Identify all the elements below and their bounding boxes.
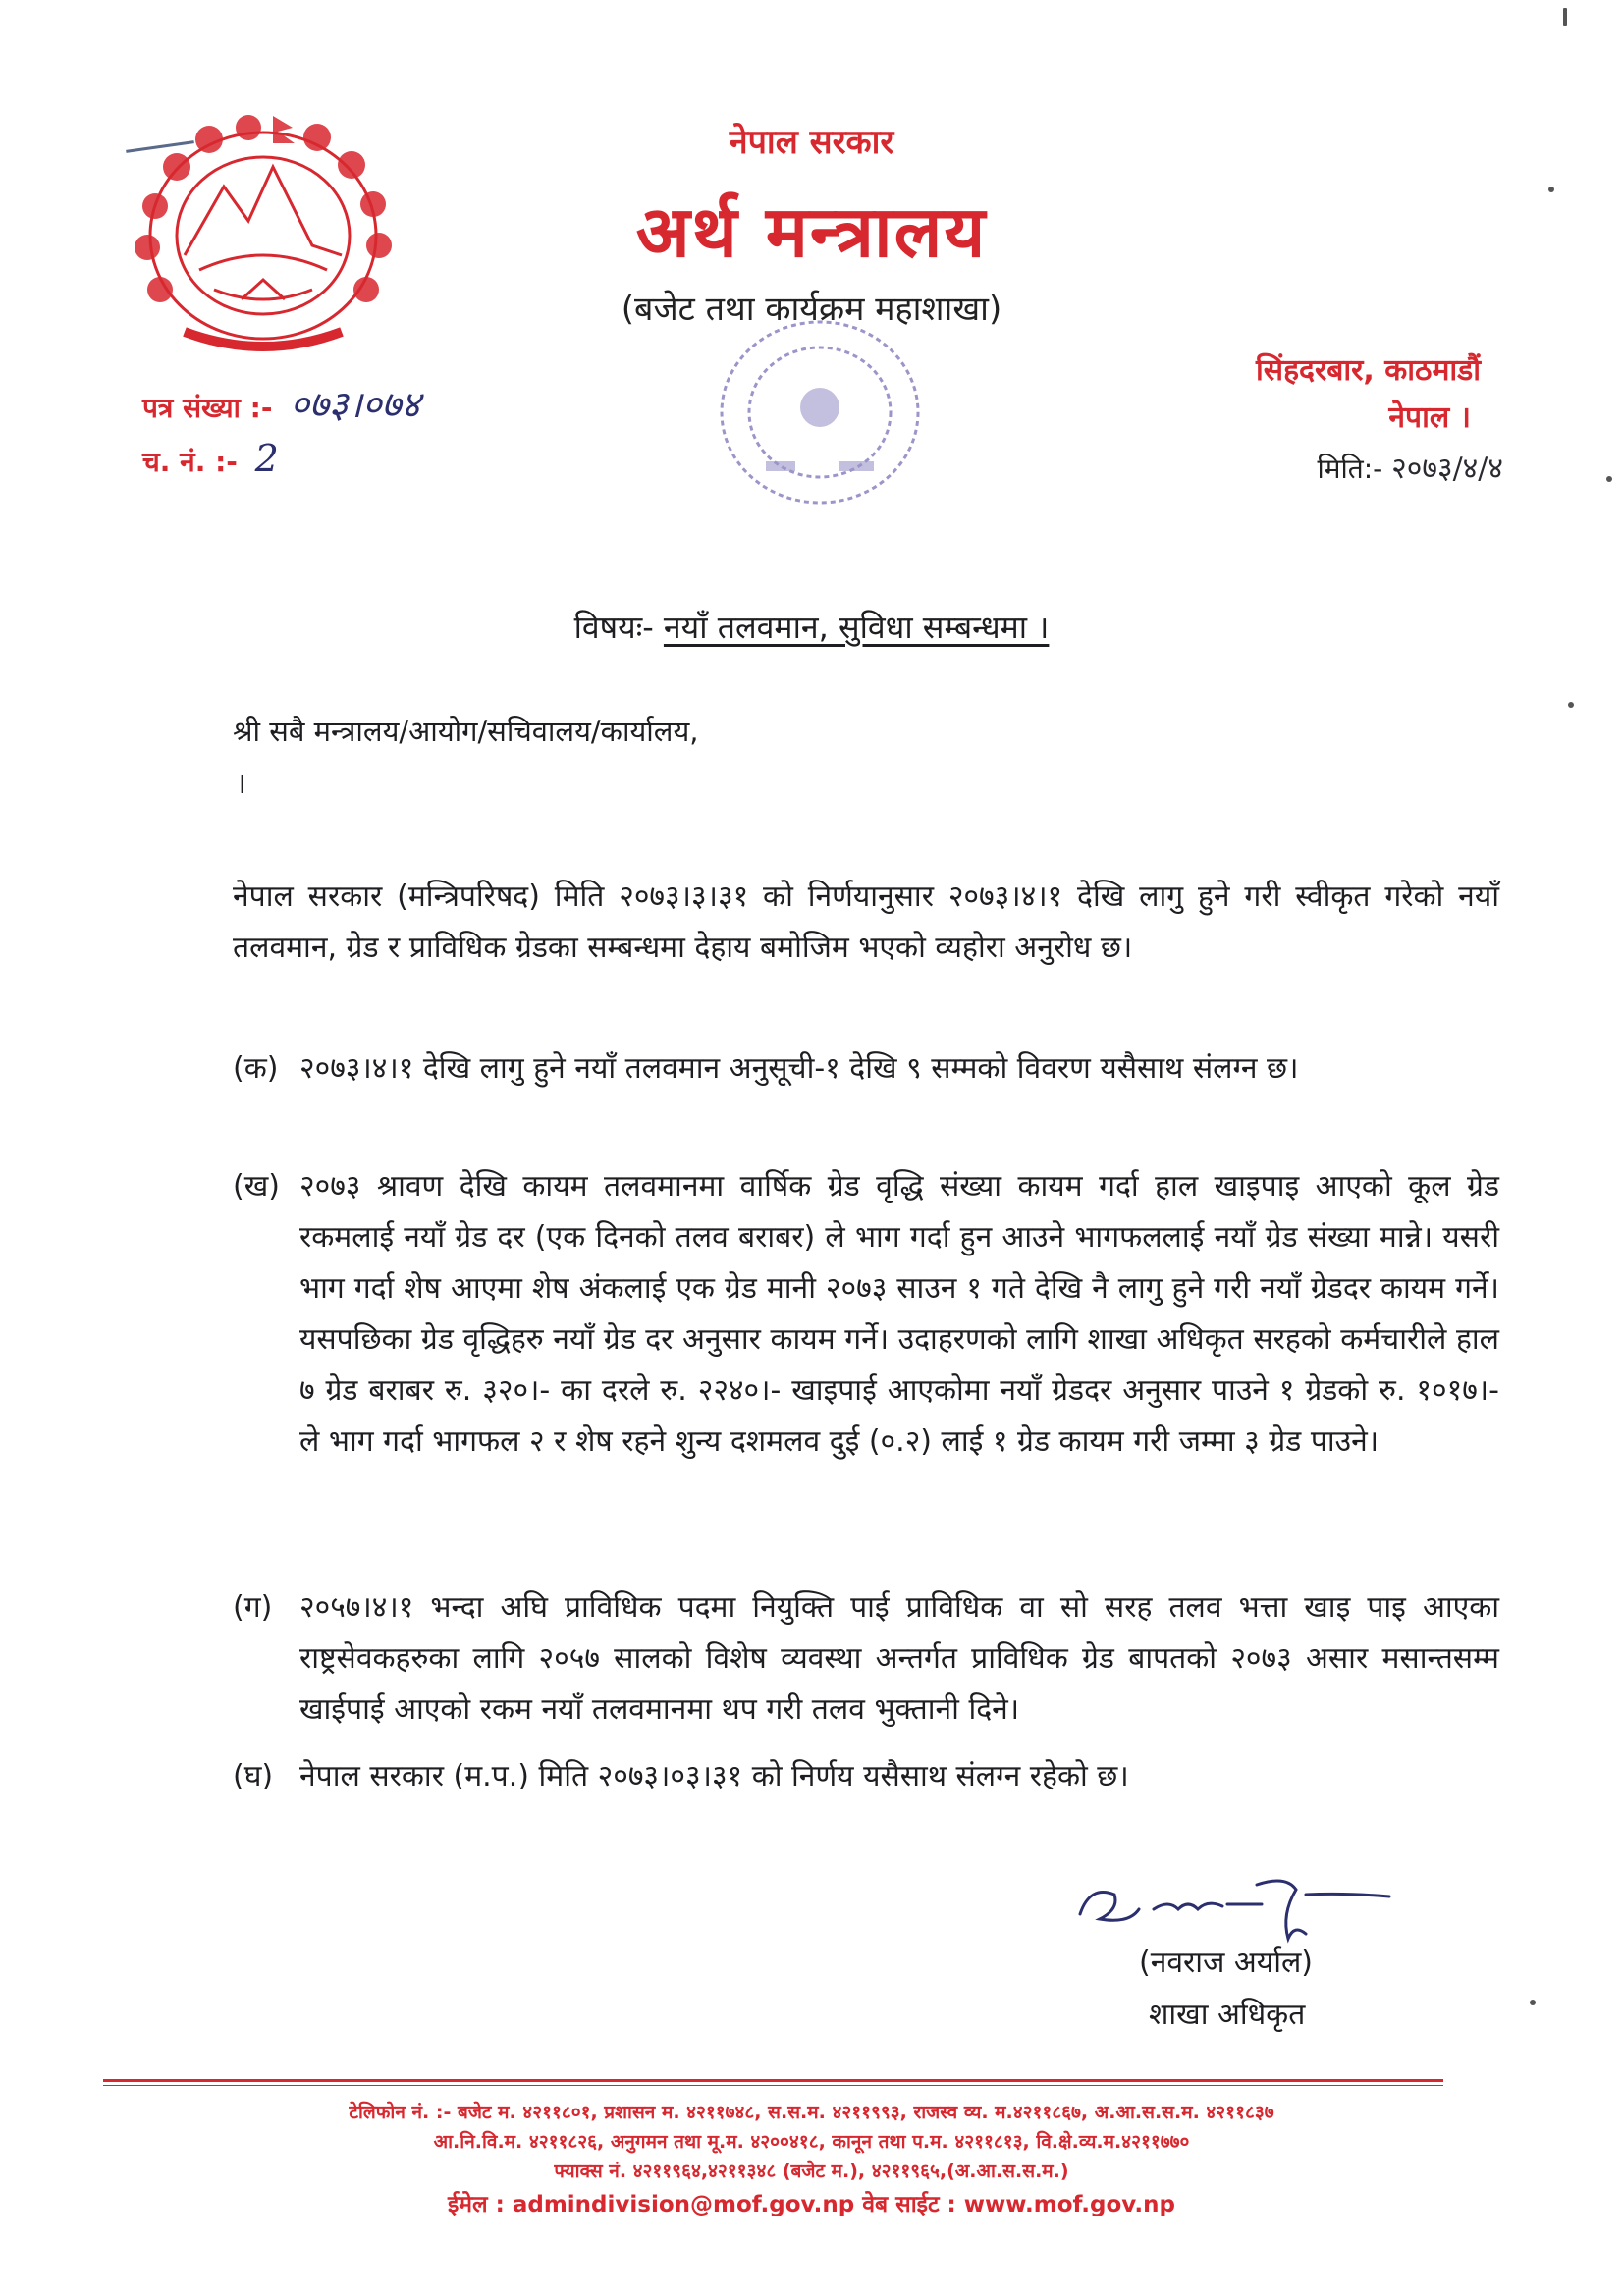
division-title: (बजेट तथा कार्यक्रम महाशाखा)	[621, 290, 1002, 329]
scan-speck	[1563, 8, 1567, 26]
scan-speck	[1606, 476, 1612, 482]
dispatch-number-value: 2	[254, 437, 279, 480]
address-line-2: नेपाल ।	[1388, 400, 1471, 435]
address-line-1: सिंहदरबार, काठमाडौं	[1256, 353, 1481, 388]
list-item-gha	[233, 1751, 1499, 1802]
letter-number-value: ०७३।०७४	[290, 383, 421, 426]
list-marker: (घ)	[233, 1759, 274, 1793]
list-item-ka	[233, 1043, 1499, 1095]
footer-fax-line: फ्याक्स नं. ४२११९६४,४२११३४८ (बजेट म.), ४२११९६५,(अ.आ.स.स.म.)	[554, 2161, 1069, 2182]
list-item-kha	[233, 1161, 1499, 1468]
footer-contact-line: ईमेल : admindivision@mof.gov.np वेब साईट : www.mof.gov.np	[447, 2192, 1175, 2217]
signatory-title: शाखा अधिकृत	[1149, 1998, 1306, 2032]
footer-phone-line-2: आ.नि.वि.म. ४२११८२६, अनुगमन तथा मू.म. ४२००४१८, कानून तथा प.म. ४२११८१३, वि.क्षे.व्य.म.४२११७७०	[433, 2131, 1190, 2153]
subject-text: नयाँ तलवमान, सुविधा सम्बन्धमा ।	[663, 609, 1050, 646]
list-marker: (ख)	[233, 1169, 280, 1203]
intro-paragraph: नेपाल सरकार (मन्त्रिपरिषद) मिति २०७३।३।३१ को निर्णयानुसार २०७३।४।१ देखि लागु हुने गरी स्वीकृत गरेको नयाँ तलवमान, ग्रेड र प्राविधिक ग्रेडका सम्बन्धमा देहाय बमोजिम भएको व्यहोरा अनुरोध छ।	[233, 880, 1499, 965]
dispatch-number-row	[142, 437, 279, 480]
footer-phone-line-1: टेलिफोन नं. :- बजेट म. ४२११८०१, प्रशासन म. ४२११७४८, स.स.म. ४२११९९३, राजस्व व्य. म.४२११८६७, अ.आ.स.स.म. ४२११८३७	[349, 2102, 1274, 2123]
office-stamp-icon	[712, 314, 928, 510]
list-marker: (क)	[233, 1051, 279, 1086]
footer-divider-thin	[103, 2085, 1443, 2086]
salutation-line-2: ।	[236, 767, 246, 800]
list-item-text: २०७३।४।१ देखि लागु हुने नयाँ तलवमान अनुसूची-१ देखि ९ सम्मको विवरण यसैसाथ संलग्न छ।	[299, 1051, 1299, 1086]
date-value: २०७३/४/४	[1391, 452, 1503, 486]
government-title: नेपाल सरकार	[729, 123, 894, 162]
date-row	[1318, 447, 1503, 487]
list-item-text: नेपाल सरकार (म.प.) मिति २०७३।०३।३१ को निर्णय यसैसाथ संलग्न रहेको छ।	[299, 1759, 1129, 1793]
scan-speck	[1568, 702, 1574, 708]
salutation: श्री सबै मन्त्रालय/आयोग/सचिवालय/कार्यालय,	[233, 715, 699, 748]
scan-speck	[1548, 187, 1554, 192]
dispatch-number-label: च. नं. :-	[142, 446, 238, 478]
signatory-name: (नवराज अर्याल)	[1139, 1946, 1314, 1980]
subject-label: विषयः-	[573, 609, 654, 646]
list-item-text: २०५७।४।१ भन्दा अघि प्राविधिक पदमा नियुक्ति पाई प्राविधिक वा सो सरह तलव भत्ता खाइ पाइ आएका राष्ट्रसेवकहरुका लागि २०५७ सालको विशेष व्यवस्था अन्तर्गत प्राविधिक ग्रेड बापतको २०७३ असार मसान्तसम्म खाईपाई आएको रकम नयाँ तलवमानमा थप गरी तलव भुक्तानी दिने।	[299, 1590, 1499, 1727]
letter-number-label: पत्र संख्या :-	[142, 392, 273, 424]
list-item-ga	[233, 1582, 1499, 1735]
letter-number-row	[142, 378, 420, 429]
scan-speck	[1530, 2000, 1536, 2005]
ministry-title: अर्थ मन्त्रालय	[635, 190, 988, 273]
subject-line	[0, 606, 1623, 648]
date-label: मिति:-	[1317, 453, 1383, 485]
list-marker: (ग)	[233, 1590, 273, 1625]
footer-divider	[103, 2079, 1443, 2082]
list-item-text: २०७३ श्रावण देखि कायम तलवमानमा वार्षिक ग्रेड वृद्धि संख्या कायम गर्दा हाल खाइपाइ आएको कूल ग्रेड रकमलाई नयाँ ग्रेड दर (एक दिनको तलव बराबर) ले भाग गर्दा हुन आउने भागफललाई नयाँ ग्रेड संख्या मान्ने। यसरी भाग गर्दा शेष आएमा शेष अंकलाई एक ग्रेड मानी २०७३ साउन १ गते देखि नै लागु हुने गरी नयाँ ग्रेडदर कायम गर्ने। यसपछिका ग्रेड वृद्धिहरु नयाँ ग्रेड दर अनुसार कायम गर्ने। उदाहरणको लागि शाखा अधिकृत सरहको कर्मचारीले हाल ७ ग्रेड बराबर रु. ३२०।- का दरले रु. २२४०।- खाइपाई आएकोमा नयाँ ग्रेडदर अनुसार पाउने १ ग्रेडको रु. १०१७।- ले भाग गर्दा भागफल २ र शेष रहने शुन्य दशमलव दुई (०.२) लाई १ ग्रेड कायम गरी जम्मा ३ ग्रेड पाउने।	[299, 1169, 1499, 1459]
